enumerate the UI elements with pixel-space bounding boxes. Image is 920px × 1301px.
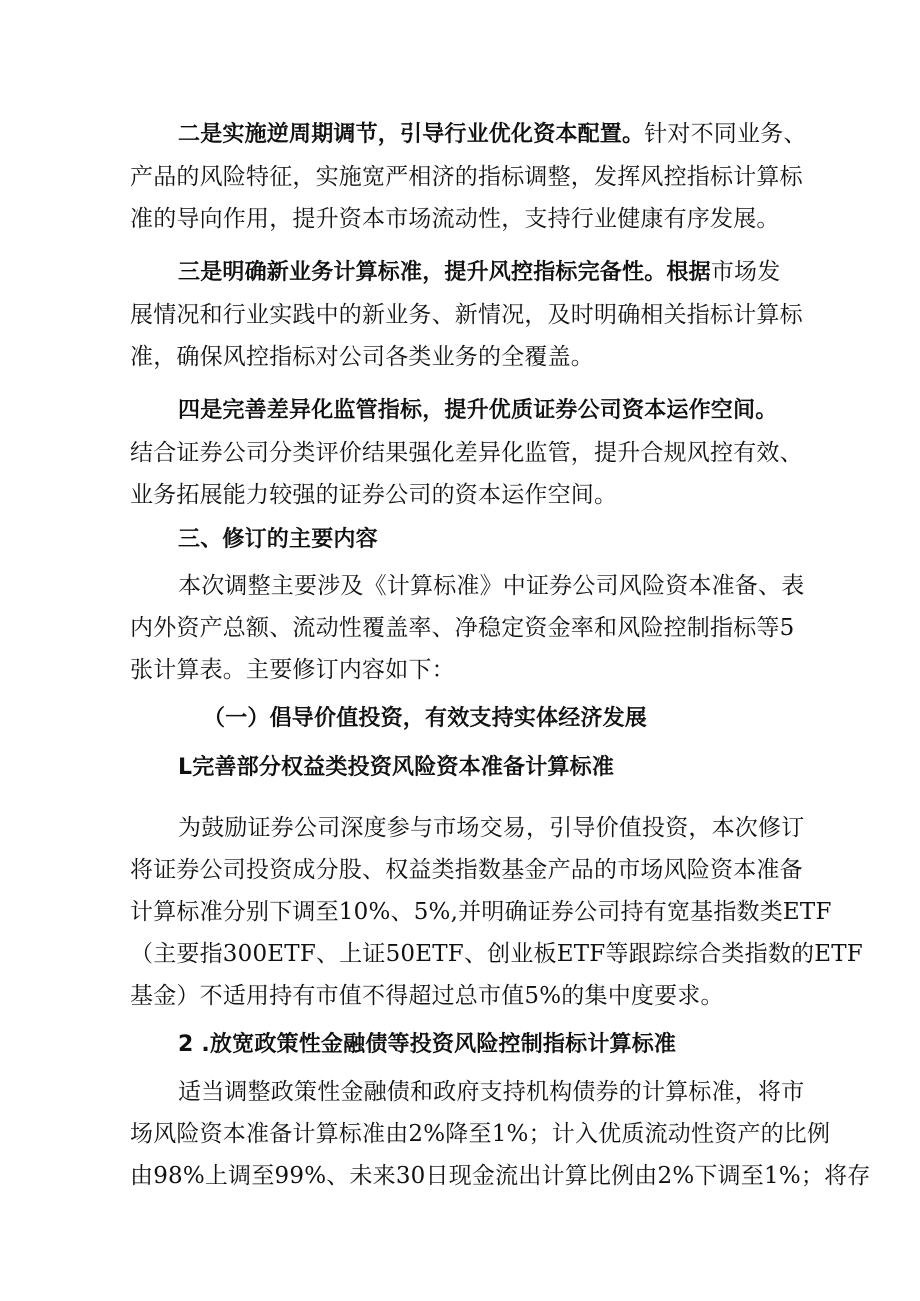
paragraph-5-line-1: 为鼓励证券公司深度参与市场交易，引导价值投资，本次修订 (178, 815, 805, 841)
paragraph-5-line-5: 基金）不适用持有市值不得超过总市值5%的集中度要求。 (130, 983, 724, 1009)
paragraph-2-text: 市场发 (710, 259, 781, 285)
section-3-heading: 三、修订的主要内容 (178, 527, 378, 552)
paragraph-4-line-1: 本次调整主要涉及《计算标准》中证券公司风险资本准备、表 (178, 573, 805, 599)
paragraph-3-line-1 (178, 394, 858, 427)
paragraph-1-bold-lead: 二是实施逆周期调节，引导行业优化资本配置。 (178, 122, 645, 147)
paragraph-1-text: 针对不同业务、 (644, 121, 807, 147)
paragraph-1-line-3: 准的导向作用，提升资本市场流动性，支持行业健康有序发展。 (130, 206, 780, 232)
paragraph-2-line-3: 准，确保风控指标对公司各类业务的全覆盖。 (130, 344, 594, 370)
paragraph-5-line-2: 将证券公司投资成分股、权益类指数基金产品的市场风险资本准备 (130, 857, 803, 883)
paragraph-4-line-3: 张计算表。主要修订内容如下： (130, 657, 455, 683)
paragraph-2-line-2: 展情况和行业实践中的新业务、新情况，及时明确相关指标计算标 (130, 302, 803, 328)
paragraph-5-line-4: （主要指300ETF、上证50ETF、创业板ETF等跟踪综合类指数的ETF (130, 941, 863, 967)
paragraph-3-line-2: 结合证券公司分类评价结果强化差异化监管，提升合规风控有效、 (130, 440, 803, 466)
paragraph-3-line-3: 业务拓展能力较强的证券公司的资本运作空间。 (130, 482, 618, 508)
paragraph-1-line-1 (178, 118, 858, 151)
paragraph-2-line-1 (178, 256, 858, 289)
paragraph-2-bold-lead: 三是明确新业务计算标准，提升风控指标完备性。根据 (178, 260, 711, 285)
paragraph-3-bold-lead: 四是完善差异化监管指标，提升优质证券公司资本运作空间。 (178, 398, 778, 423)
paragraph-6-line-2: 场风险资本准备计算标准由2%降至1%；计入优质流动性资产的比例 (130, 1121, 831, 1147)
paragraph-1-line-2: 产品的风险特征，实施宽严相济的指标调整，发挥风控指标计算标 (130, 164, 803, 190)
subheading-1: （一）倡导价值投资，有效支持实体经济发展 (203, 706, 648, 731)
paragraph-6-line-3: 由98%上调至99%、未来30日现金流出计算比例由2%下调至1%；将存 (130, 1163, 871, 1189)
item-2-heading: 2 .放宽政策性金融债等投资风险控制指标计算标准 (178, 1032, 677, 1057)
paragraph-5-line-3: 计算标准分别下调至10%、5%,并明确证券公司持有宽基指数类ETF (130, 899, 832, 925)
paragraph-4-line-2: 内外资产总额、流动性覆盖率、净稳定资金率和风险控制指标等5 (130, 615, 795, 641)
paragraph-6-line-1: 适当调整政策性金融债和政府支持机构债券的计算标准，将市 (178, 1079, 805, 1105)
item-1-heading: L完善部分权益类投资风险资本准备计算标准 (178, 755, 615, 780)
